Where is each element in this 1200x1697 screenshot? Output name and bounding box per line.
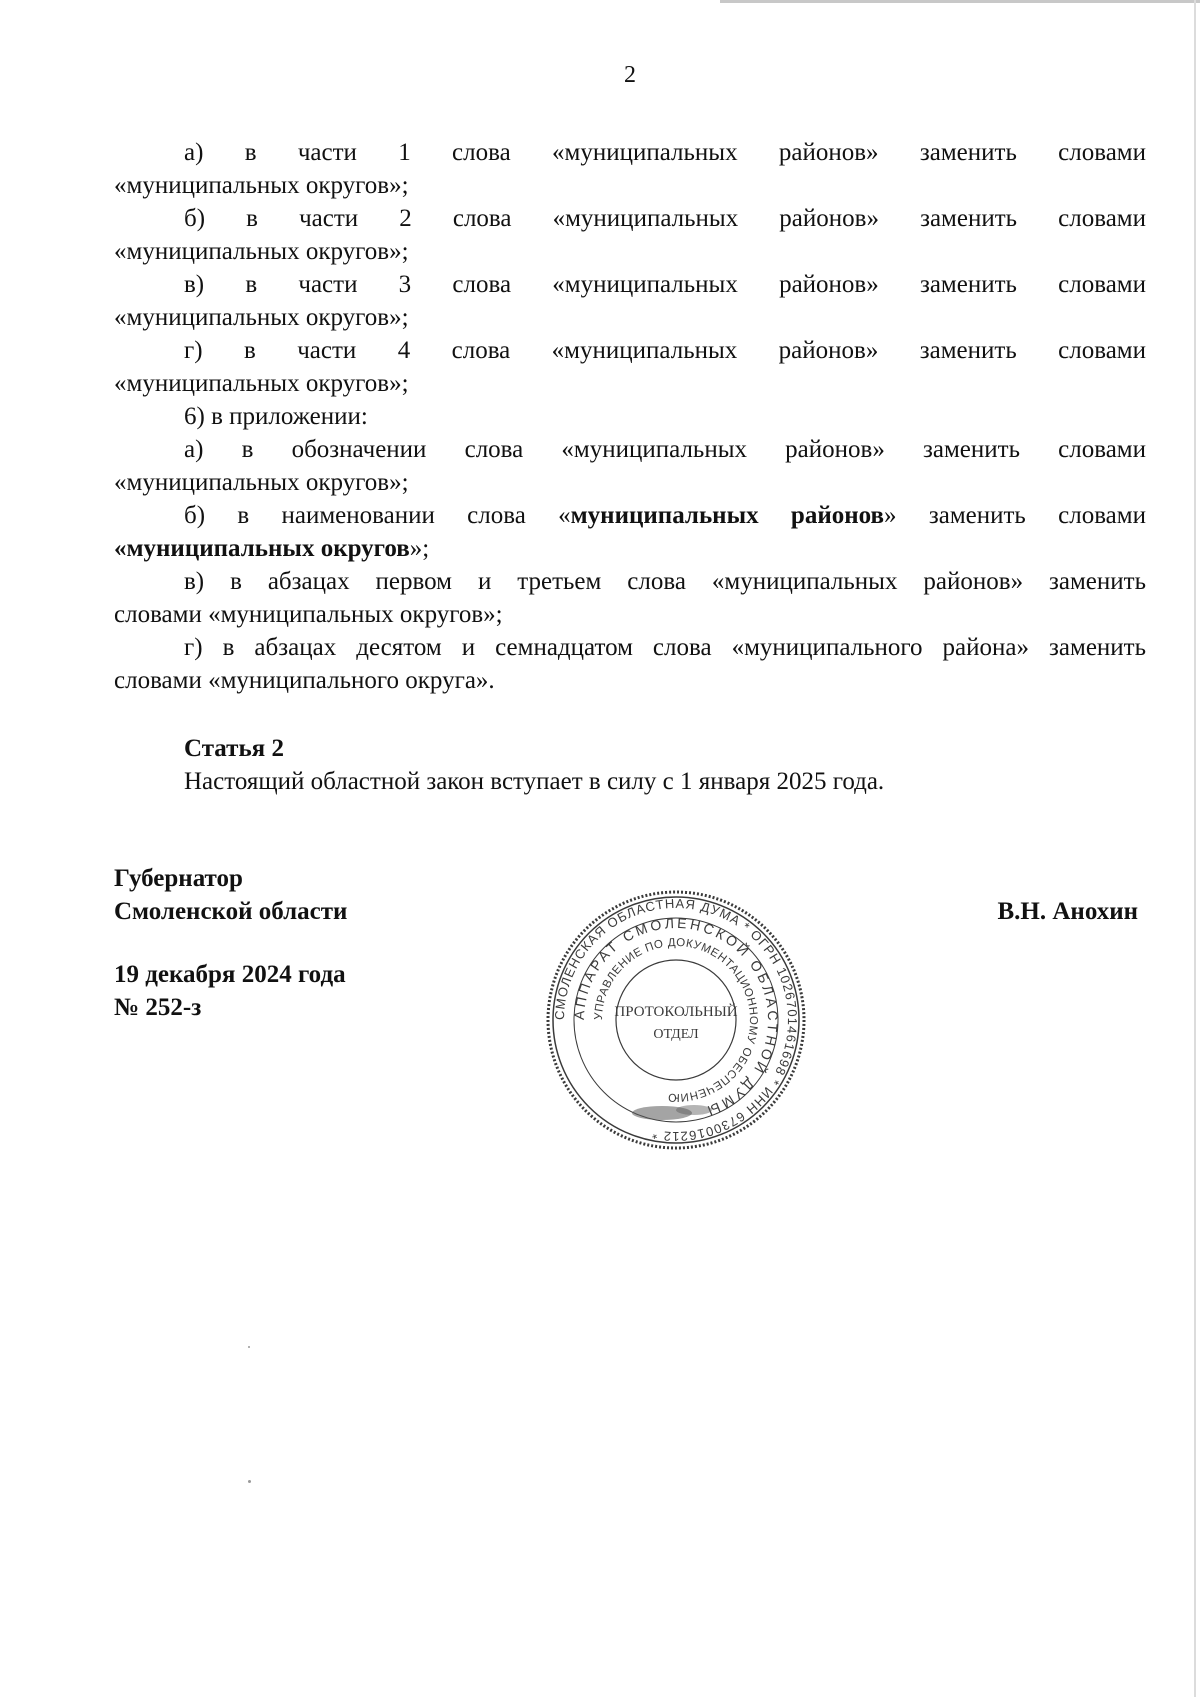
paragraph-b-naming-cont <box>114 532 1146 565</box>
paragraph-g-abzacy: г) в абзацах десятом и семнадцатом слова «муниципального района» заменить <box>184 634 1146 661</box>
scan-edge-right <box>1194 0 1196 1697</box>
page-number: 2 <box>624 62 636 88</box>
paragraph-v-abzacy: в) в абзацах первом и третьем слова «муниципальных районов» заменить <box>184 568 1146 595</box>
seal-inner-ring <box>616 960 736 1080</box>
para-b-close: »; <box>409 535 430 562</box>
amendment-line-cont: «муниципальных округов»; <box>114 238 409 265</box>
paragraph-v-abzacy-cont: словами «муниципальных округов»; <box>114 601 503 628</box>
amendment-line-cont: «муниципальных округов»; <box>114 304 409 331</box>
article-2 <box>184 732 1144 798</box>
article-title: Статья 2 <box>184 735 284 762</box>
seal-mid-text: АППАРАТ СМОЛЕНСКОЙ ОБЛАСТНОЙ ДУМЫ <box>570 914 782 1121</box>
seal-center-line-2: ОТДЕЛ <box>653 1027 699 1042</box>
scan-speck <box>248 1346 250 1348</box>
seal-center-line-1: ПРОТОКОЛЬНЫЙ <box>614 1004 738 1020</box>
seal-signature-scribble <box>632 1105 712 1120</box>
amendment-line: г) в части 4 слова «муниципальных районов» заменить словами <box>184 337 1146 364</box>
amendment-line: в) в части 3 слова «муниципальных районов» заменить словами <box>184 271 1146 298</box>
seal-outer-text: СМОЛЕНСКАЯ ОБЛАСТНАЯ ДУМА * ОГРН 1026701461698 * ИНН 6730016212 * <box>551 895 801 1145</box>
paragraph-g-abzacy-cont: словами «муниципального округа». <box>114 667 495 694</box>
paragraph-b-naming <box>114 499 1146 532</box>
signatory-name: В.Н. Анохин <box>997 898 1138 925</box>
para-b-bold-old: муниципальных районов <box>570 502 885 529</box>
para-b-prefix: б) в наименовании слова « <box>184 502 571 529</box>
position-line-1: Губернатор <box>114 865 243 892</box>
official-seal-stamp <box>544 888 808 1152</box>
amendment-line: б) в части 2 слова «муниципальных районов» заменить словами <box>184 205 1146 232</box>
scan-speck <box>248 1480 251 1483</box>
amendment-line-cont: «муниципальных округов»; <box>114 172 409 199</box>
signatory-position <box>114 862 347 928</box>
law-number: № 252-з <box>114 994 202 1021</box>
amendment-line-cont: «муниципальных округов»; <box>114 370 409 397</box>
article-text: Настоящий областной закон вступает в силу с 1 января 2025 года. <box>184 768 885 795</box>
seal-inner-text: УПРАВЛЕНИЕ ПО ДОКУМЕНТАЦИОННОМУ ОБЕСПЕЧЕНИЮ <box>592 936 760 1104</box>
amendment-line: 6) в приложении: <box>184 403 368 430</box>
amendment-list <box>114 136 1146 499</box>
law-date-number <box>114 958 346 1024</box>
amendment-line-cont: «муниципальных округов»; <box>114 469 409 496</box>
para-b-middle: » заменить словами <box>884 502 1146 529</box>
amendment-line: а) в части 1 слова «муниципальных районов» заменить словами <box>184 139 1146 166</box>
position-line-2: Смоленской области <box>114 898 348 925</box>
para-b-open-quote: « <box>114 535 127 562</box>
para-b-bold-new: муниципальных округов <box>126 535 410 562</box>
amendment-line: а) в обозначении слова «муниципальных районов» заменить словами <box>184 436 1146 463</box>
law-date: 19 декабря 2024 года <box>114 961 346 988</box>
document-body <box>114 136 1146 697</box>
scan-edge-top <box>720 0 1200 3</box>
